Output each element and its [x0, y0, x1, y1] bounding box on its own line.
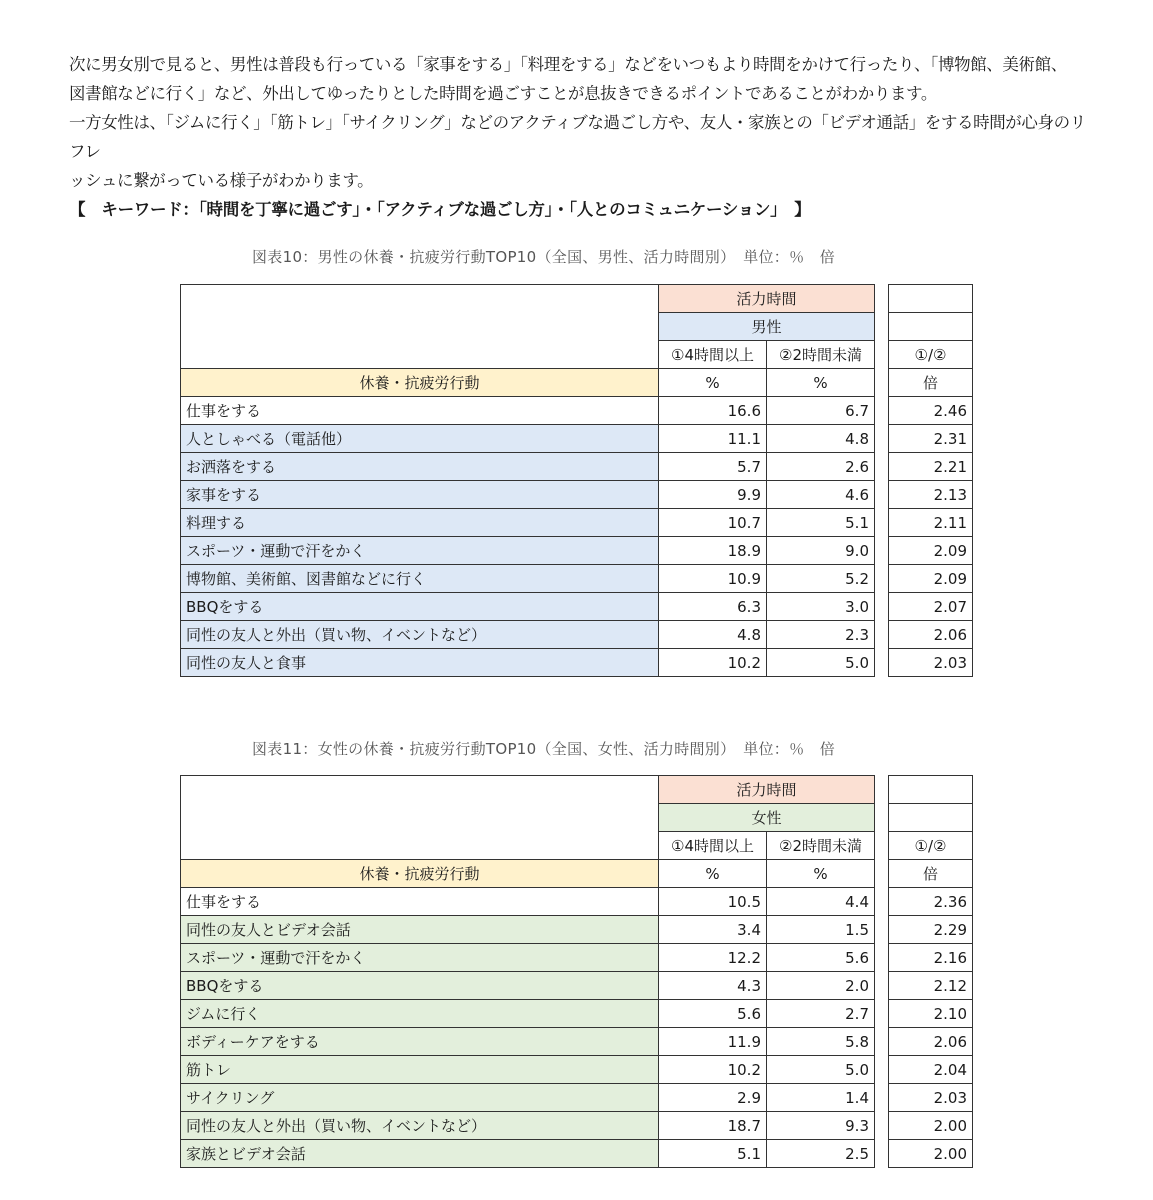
- gap-cell: [875, 285, 889, 313]
- label-header-cell: 休養・抗疲労行動: [181, 369, 659, 397]
- table-row: [181, 1140, 973, 1168]
- row-label: 仕事をする: [181, 397, 659, 425]
- intro-paragraph: [69, 50, 1099, 195]
- value-4h-plus: 10.2: [659, 1056, 767, 1084]
- header-col2: ②2時間未満: [767, 832, 875, 860]
- male-table: [180, 284, 973, 677]
- ratio-value: 2.10: [889, 1000, 973, 1028]
- gap-cell: [875, 1084, 889, 1112]
- intro-line: 図書館などに行く」など、外出してゆったりとした時間を過ごすことが息抜きできるポイントであることがわかります。: [69, 84, 937, 103]
- gap-cell: [875, 649, 889, 677]
- table-row: [181, 481, 973, 509]
- row-label: BBQをする: [181, 972, 659, 1000]
- value-2h-under: 1.4: [767, 1084, 875, 1112]
- value-2h-under: 4.8: [767, 425, 875, 453]
- table-row: [181, 1056, 973, 1084]
- header-ratio-blank: [889, 776, 973, 804]
- intro-line: 一方女性は、「ジムに行く」「筋トレ」「サイクリング」などのアクティブな過ごし方や、友人・家族との「ビデオ通話」をする時間が心身のリフレ: [69, 113, 1086, 161]
- header-group-cell: 活力時間: [659, 776, 875, 804]
- row-label: 同性の友人と食事: [181, 649, 659, 677]
- ratio-value: 2.12: [889, 972, 973, 1000]
- gap-cell: [875, 1000, 889, 1028]
- ratio-value: 2.13: [889, 481, 973, 509]
- unit-cell: 倍: [889, 369, 973, 397]
- row-label: サイクリング: [181, 1084, 659, 1112]
- value-4h-plus: 12.2: [659, 944, 767, 972]
- ratio-value: 2.11: [889, 509, 973, 537]
- value-4h-plus: 4.8: [659, 621, 767, 649]
- row-label: 料理する: [181, 509, 659, 537]
- gap-cell: [875, 509, 889, 537]
- gap-cell: [875, 453, 889, 481]
- value-4h-plus: 11.9: [659, 1028, 767, 1056]
- ratio-value: 2.46: [889, 397, 973, 425]
- table-row: [181, 425, 973, 453]
- gap-cell: [875, 776, 889, 804]
- value-2h-under: 5.8: [767, 1028, 875, 1056]
- value-2h-under: 2.7: [767, 1000, 875, 1028]
- table-row: [181, 509, 973, 537]
- header-blank-cell: [181, 776, 659, 860]
- unit-cell: %: [659, 369, 767, 397]
- table-row: [181, 397, 973, 425]
- gap-cell: [875, 944, 889, 972]
- value-4h-plus: 5.1: [659, 1140, 767, 1168]
- keyword-heading: 【 キーワード：「時間を丁寧に過ごす」・「アクティブな過ごし方」・「人とのコミュニケーション」 】: [69, 200, 811, 219]
- gap-cell: [875, 1028, 889, 1056]
- gap-cell: [875, 804, 889, 832]
- header-col1: ①4時間以上: [659, 832, 767, 860]
- unit-cell: %: [659, 860, 767, 888]
- ratio-value: 2.03: [889, 649, 973, 677]
- female-table-body: [181, 888, 973, 1168]
- table-row: [181, 888, 973, 916]
- header-col2: ②2時間未満: [767, 341, 875, 369]
- value-2h-under: 5.1: [767, 509, 875, 537]
- ratio-value: 2.04: [889, 1056, 973, 1084]
- value-4h-plus: 16.6: [659, 397, 767, 425]
- table-row: [181, 916, 973, 944]
- table-row: [181, 649, 973, 677]
- table-row: [181, 565, 973, 593]
- value-4h-plus: 9.9: [659, 481, 767, 509]
- value-2h-under: 2.0: [767, 972, 875, 1000]
- row-label: 仕事をする: [181, 888, 659, 916]
- female-table: [180, 775, 973, 1168]
- table-row: [181, 1084, 973, 1112]
- value-4h-plus: 11.1: [659, 425, 767, 453]
- value-2h-under: 5.2: [767, 565, 875, 593]
- ratio-value: 2.36: [889, 888, 973, 916]
- table-row: [181, 1112, 973, 1140]
- gap-cell: [875, 537, 889, 565]
- value-4h-plus: 5.6: [659, 1000, 767, 1028]
- gap-cell: [875, 341, 889, 369]
- unit-cell: %: [767, 369, 875, 397]
- header-ratio-blank: [889, 804, 973, 832]
- value-2h-under: 9.3: [767, 1112, 875, 1140]
- table-row: [181, 1028, 973, 1056]
- female-table-caption: 図表11：女性の休養・抗疲労行動TOP10（全国、女性、活力時間別） 単位：％ 倍: [252, 740, 835, 758]
- value-4h-plus: 5.7: [659, 453, 767, 481]
- row-label: スポーツ・運動で汗をかく: [181, 944, 659, 972]
- gap-cell: [875, 593, 889, 621]
- header-col3: ①/②: [889, 341, 973, 369]
- unit-cell: 倍: [889, 860, 973, 888]
- header-ratio-blank: [889, 313, 973, 341]
- ratio-value: 2.31: [889, 425, 973, 453]
- gap-cell: [875, 1056, 889, 1084]
- header-blank-cell: [181, 285, 659, 369]
- header-col1: ①4時間以上: [659, 341, 767, 369]
- row-label: お洒落をする: [181, 453, 659, 481]
- unit-cell: %: [767, 860, 875, 888]
- value-4h-plus: 10.7: [659, 509, 767, 537]
- ratio-value: 2.07: [889, 593, 973, 621]
- value-2h-under: 5.0: [767, 649, 875, 677]
- ratio-value: 2.06: [889, 621, 973, 649]
- value-2h-under: 3.0: [767, 593, 875, 621]
- ratio-value: 2.00: [889, 1140, 973, 1168]
- value-2h-under: 9.0: [767, 537, 875, 565]
- row-label: 人としゃべる（電話他）: [181, 425, 659, 453]
- value-2h-under: 2.6: [767, 453, 875, 481]
- table-row: [181, 1000, 973, 1028]
- gap-cell: [875, 1140, 889, 1168]
- header-col3: ①/②: [889, 832, 973, 860]
- label-header-cell: 休養・抗疲労行動: [181, 860, 659, 888]
- header-group-cell: 活力時間: [659, 285, 875, 313]
- intro-line: ッシュに繋がっている様子がわかります。: [69, 171, 374, 190]
- value-4h-plus: 10.2: [659, 649, 767, 677]
- row-label: 筋トレ: [181, 1056, 659, 1084]
- ratio-value: 2.03: [889, 1084, 973, 1112]
- value-2h-under: 6.7: [767, 397, 875, 425]
- table-row: [181, 621, 973, 649]
- value-4h-plus: 4.3: [659, 972, 767, 1000]
- ratio-value: 2.29: [889, 916, 973, 944]
- value-2h-under: 1.5: [767, 916, 875, 944]
- gap-cell: [875, 565, 889, 593]
- gap-cell: [875, 425, 889, 453]
- row-label: スポーツ・運動で汗をかく: [181, 537, 659, 565]
- row-label: ジムに行く: [181, 1000, 659, 1028]
- header-ratio-blank: [889, 285, 973, 313]
- value-4h-plus: 3.4: [659, 916, 767, 944]
- gap-cell: [875, 972, 889, 1000]
- gap-cell: [875, 397, 889, 425]
- table-row: [181, 944, 973, 972]
- value-2h-under: 4.4: [767, 888, 875, 916]
- gap-cell: [875, 369, 889, 397]
- gap-cell: [875, 888, 889, 916]
- row-label: 家族とビデオ会話: [181, 1140, 659, 1168]
- male-table-body: [181, 397, 973, 677]
- row-label: 同性の友人と外出（買い物、イベントなど）: [181, 621, 659, 649]
- male-table-caption: 図表10：男性の休養・抗疲労行動TOP10（全国、男性、活力時間別） 単位：％ 倍: [252, 248, 835, 266]
- value-2h-under: 2.5: [767, 1140, 875, 1168]
- gap-cell: [875, 621, 889, 649]
- table-row: [181, 593, 973, 621]
- value-4h-plus: 10.5: [659, 888, 767, 916]
- value-4h-plus: 10.9: [659, 565, 767, 593]
- table-row: [181, 453, 973, 481]
- row-label: 同性の友人とビデオ会話: [181, 916, 659, 944]
- header-sex-cell: 男性: [659, 313, 875, 341]
- gap-cell: [875, 860, 889, 888]
- value-2h-under: 5.0: [767, 1056, 875, 1084]
- gap-cell: [875, 916, 889, 944]
- gap-cell: [875, 481, 889, 509]
- gap-cell: [875, 832, 889, 860]
- intro-line: 次に男女別で見ると、男性は普段も行っている「家事をする」「料理をする」などをいつもより時間をかけて行ったり、「博物館、美術館、: [69, 55, 1067, 74]
- ratio-value: 2.00: [889, 1112, 973, 1140]
- gap-cell: [875, 313, 889, 341]
- value-4h-plus: 2.9: [659, 1084, 767, 1112]
- row-label: BBQをする: [181, 593, 659, 621]
- ratio-value: 2.06: [889, 1028, 973, 1056]
- value-2h-under: 5.6: [767, 944, 875, 972]
- ratio-value: 2.21: [889, 453, 973, 481]
- row-label: 同性の友人と外出（買い物、イベントなど）: [181, 1112, 659, 1140]
- row-label: 家事をする: [181, 481, 659, 509]
- value-4h-plus: 18.7: [659, 1112, 767, 1140]
- ratio-value: 2.09: [889, 565, 973, 593]
- value-2h-under: 4.6: [767, 481, 875, 509]
- ratio-value: 2.09: [889, 537, 973, 565]
- ratio-value: 2.16: [889, 944, 973, 972]
- gap-cell: [875, 1112, 889, 1140]
- row-label: 博物館、美術館、図書館などに行く: [181, 565, 659, 593]
- table-row: [181, 537, 973, 565]
- table-row: [181, 972, 973, 1000]
- value-4h-plus: 6.3: [659, 593, 767, 621]
- value-2h-under: 2.3: [767, 621, 875, 649]
- header-sex-cell: 女性: [659, 804, 875, 832]
- row-label: ボディーケアをする: [181, 1028, 659, 1056]
- value-4h-plus: 18.9: [659, 537, 767, 565]
